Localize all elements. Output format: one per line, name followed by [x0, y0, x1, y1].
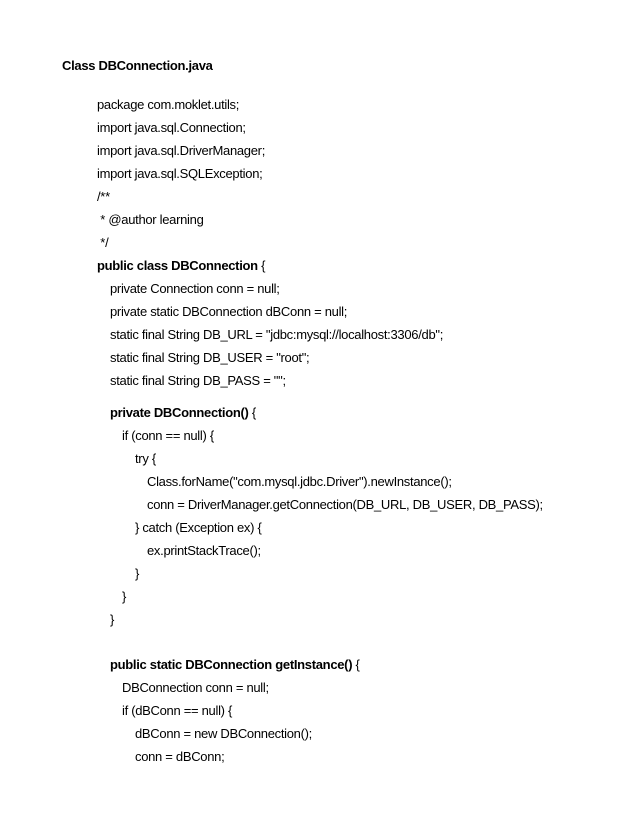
import-line: import java.sql.DriverManager; [97, 143, 266, 158]
statement-line: Class.forName("com.mysql.jdbc.Driver").newInstance(); [147, 474, 452, 489]
comment-line: /** [97, 189, 110, 204]
if-line: if (conn == null) { [122, 428, 214, 443]
statement-line: conn = dBConn; [135, 749, 225, 764]
closing-brace: } [110, 612, 115, 627]
if-line: if (dBConn == null) { [122, 703, 233, 718]
method-declaration [110, 657, 360, 673]
field-line: private Connection conn = null; [110, 281, 280, 296]
class-declaration-keyword: public class DBConnection [97, 258, 258, 273]
constructor-brace: { [248, 405, 256, 420]
statement-line: DBConnection conn = null; [122, 680, 269, 695]
class-declaration-brace: { [257, 258, 266, 273]
field-line: private static DBConnection dBConn = null; [110, 304, 348, 319]
constructor-declaration [110, 405, 256, 421]
class-declaration [97, 258, 265, 274]
closing-brace: } [122, 589, 127, 604]
try-line: try { [135, 451, 156, 466]
statement-line: conn = DriverManager.getConnection(DB_URL, DB_USER, DB_PASS); [147, 497, 543, 512]
field-line: static final String DB_USER = "root"; [110, 350, 310, 365]
package-line: package com.moklet.utils; [97, 97, 240, 112]
import-line: import java.sql.Connection; [97, 120, 246, 135]
statement-line: dBConn = new DBConnection(); [135, 726, 312, 741]
statement-line: ex.printStackTrace(); [147, 543, 261, 558]
catch-line: } catch (Exception ex) { [135, 520, 262, 535]
document-title: Class DBConnection.java [62, 58, 213, 73]
method-brace: { [352, 657, 360, 672]
comment-line: * @author learning [97, 212, 204, 227]
field-line: static final String DB_URL = "jdbc:mysql://localhost:3306/db"; [110, 327, 444, 342]
constructor-signature: private DBConnection() [110, 405, 249, 420]
comment-line: */ [97, 235, 109, 250]
field-line: static final String DB_PASS = ""; [110, 373, 286, 388]
closing-brace: } [135, 566, 140, 581]
method-signature: public static DBConnection getInstance() [110, 657, 353, 672]
import-line: import java.sql.SQLException; [97, 166, 263, 181]
